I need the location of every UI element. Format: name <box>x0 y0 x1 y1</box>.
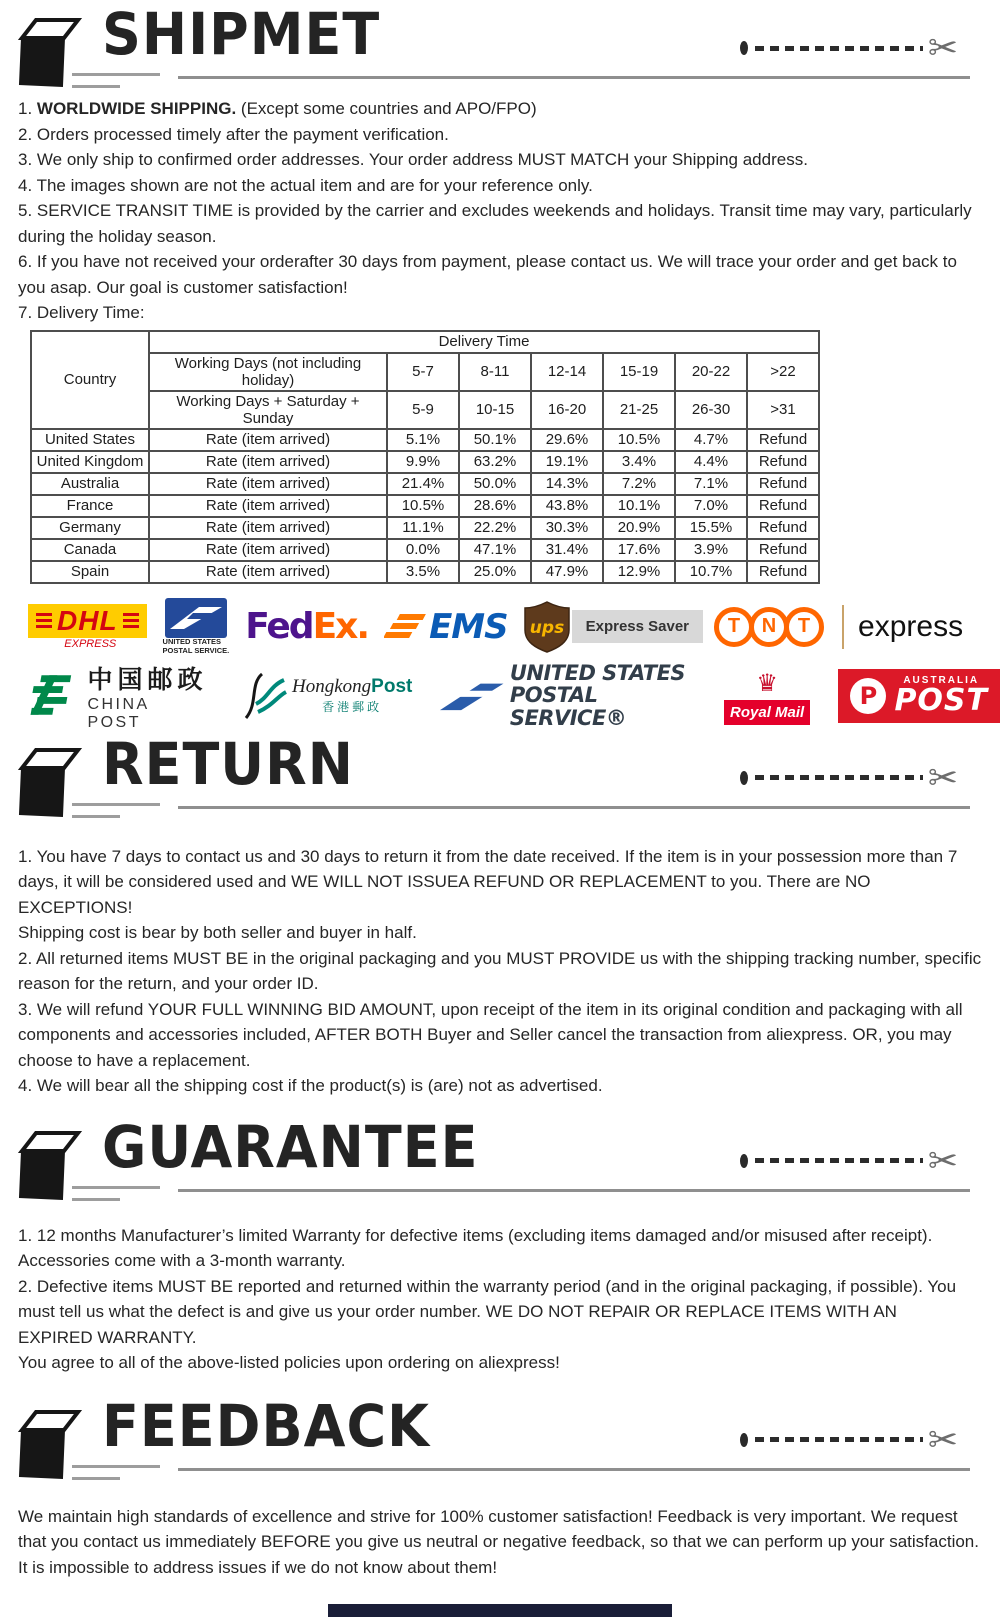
return-paragraph: 1. You have 7 days to contact us and 30 days to return it from the date received. If the item is in your possession more than 7 days, it will be considered used and WE WILL NOT ISSUEA REFUND OR REPLACEMENT to you. There are NO EXCEPTIONS! <box>18 846 958 917</box>
package-box-icon <box>16 1125 88 1203</box>
return-policy-text <box>0 844 1000 1099</box>
table-cell: Rate (item arrived) <box>149 495 387 517</box>
table-cell: 9.9% <box>387 451 459 473</box>
table-row <box>31 517 819 539</box>
table-cell: 29.6% <box>531 429 603 451</box>
ups-shield-icon <box>524 601 570 653</box>
cut-line-dot <box>740 771 748 785</box>
feedback-header <box>0 1392 1000 1488</box>
australia-post-p-icon <box>850 678 886 714</box>
china-post-text <box>87 660 208 732</box>
header-rule-short <box>72 803 160 806</box>
usps-small-line1: UNITED STATES <box>162 636 222 646</box>
header-rule-short <box>72 815 120 818</box>
section-title-feedback: FEEDBACK <box>102 1391 430 1460</box>
hongkong-text: Hongkong <box>292 676 372 697</box>
ups-logo <box>524 601 703 653</box>
tnt-circle-t: T <box>784 607 824 647</box>
table-country-cell: United Kingdom <box>31 451 149 473</box>
hongkong-post-logo <box>236 670 412 722</box>
shipping-line: 4. The images shown are not the actual item and are for your reference only. <box>18 175 593 195</box>
cut-line <box>740 27 958 68</box>
dhl-express-label: EXPRESS <box>64 637 117 650</box>
table-cell: 50.1% <box>459 429 531 451</box>
return-header <box>0 730 1000 826</box>
table-cell: 3.5% <box>387 561 459 583</box>
table-country-cell: Australia <box>31 473 149 495</box>
fedex-fed-text: Fed <box>245 606 313 647</box>
cut-line-dot <box>740 1154 748 1168</box>
table-row <box>31 561 819 583</box>
feedback-text <box>0 1504 1000 1581</box>
table-cell: 16-20 <box>531 391 603 429</box>
return-paragraph: 3. We will refund YOUR FULL WINNING BID AMOUNT, upon receipt of the item in its original condition and packaging with all components and accessories included, AFTER BOTH Buyer and Seller cancel the transaction from aliexpress. OR, you may choose to have a replacement. <box>18 999 963 1070</box>
scissors-icon: ✂ <box>927 27 958 68</box>
guarantee-paragraph: 2. Defective items MUST BE reported and returned within the warranty period (and in the original packaging, if possible). You must tell us what the defect is and give us your order number. WE DO NOT REPAIR OR REPLACE ITEMS WITH AN <box>18 1276 957 1321</box>
shipping-line <box>18 96 982 122</box>
tnt-divider <box>842 605 844 649</box>
usps-logo <box>163 598 230 655</box>
china-post-emblem-icon <box>28 673 79 719</box>
table-cell: Refund <box>747 539 819 561</box>
table-group-header: Delivery Time <box>149 331 819 353</box>
svg-text:ups: ups <box>529 617 564 638</box>
table-cell: 8-11 <box>459 353 531 391</box>
header-rule-short <box>72 1198 120 1201</box>
crown-glyph: ♛ <box>756 669 778 697</box>
cut-line-dot <box>740 1433 748 1447</box>
usps-eagle-head-icon <box>440 676 503 716</box>
hongkong-post-text-green: Post <box>371 676 413 697</box>
australia-post-text <box>894 675 988 716</box>
table-row <box>31 331 819 353</box>
scissors-icon: ✂ <box>927 1139 958 1181</box>
dhl-stripes-icon <box>123 613 139 628</box>
hongkong-post-cn-text: 香港郵政 <box>322 700 383 714</box>
table-cell: >22 <box>747 353 819 391</box>
package-box-icon <box>16 1404 88 1482</box>
table-cell: 7.2% <box>603 473 675 495</box>
section-title-guarantee: GUARANTEE <box>102 1112 479 1181</box>
carrier-logos-row-1 <box>28 596 1000 658</box>
table-cell: 4.4% <box>675 451 747 473</box>
tnt-circle-n: N <box>749 607 789 647</box>
table-cell: 10.5% <box>387 495 459 517</box>
table-cell: Rate (item arrived) <box>149 473 387 495</box>
table-cell: 10.1% <box>603 495 675 517</box>
table-cell: 7.1% <box>675 473 747 495</box>
table-cell: 50.0% <box>459 473 531 495</box>
table-country-cell: Germany <box>31 517 149 539</box>
table-cell: 5-9 <box>387 391 459 429</box>
shipping-line-rest: (Except some countries and APO/FPO) <box>236 99 537 118</box>
australia-label: AUSTRALIA <box>903 675 980 686</box>
cut-line <box>740 1139 958 1181</box>
feedback-paragraph: It is impossible to address issues if we do not know about them! <box>18 1557 498 1577</box>
header-rule <box>178 806 970 809</box>
dashed-cut-line <box>755 1437 923 1442</box>
ems-chevrons-icon <box>384 610 426 644</box>
table-cell: 10.7% <box>675 561 747 583</box>
hongkong-post-text <box>292 676 412 715</box>
table-cell: 47.9% <box>531 561 603 583</box>
table-subheader: Working Days + Saturday + Sunday <box>149 391 387 429</box>
cut-line <box>740 756 958 798</box>
royal-mail-text: Royal Mail <box>724 700 811 725</box>
table-cell: Refund <box>747 517 819 539</box>
ems-logo <box>384 607 508 647</box>
table-cell: 5.1% <box>387 429 459 451</box>
table-cell: 26-30 <box>675 391 747 429</box>
ups-express-saver-label: Express Saver <box>572 610 703 643</box>
package-box-icon <box>16 12 88 90</box>
china-post-logo <box>28 660 208 732</box>
dashed-cut-line <box>755 1158 923 1163</box>
table-row <box>31 391 819 429</box>
table-cell: 20-22 <box>675 353 747 391</box>
scissors-icon: ✂ <box>927 1418 958 1460</box>
header-rule-short <box>72 85 120 88</box>
table-cell: Rate (item arrived) <box>149 451 387 473</box>
table-cell: 63.2% <box>459 451 531 473</box>
shipping-line-number: 1. <box>18 99 37 118</box>
fedex-logo <box>245 606 368 647</box>
table-cell: 3.4% <box>603 451 675 473</box>
table-cell: Rate (item arrived) <box>149 429 387 451</box>
shipping-line-bold: WORLDWIDE SHIPPING. <box>36 99 237 118</box>
delivery-time-table <box>30 330 820 584</box>
usps-eagle-icon <box>165 598 227 638</box>
guarantee-paragraph: EXPIRED WARRANTY. <box>18 1327 197 1347</box>
header-rule-short <box>72 1477 120 1480</box>
table-cell: 4.7% <box>675 429 747 451</box>
hongkong-post-swirl-icon <box>236 670 288 722</box>
usps-wordmark-logo <box>440 662 695 728</box>
header-rule <box>178 1189 970 1192</box>
china-post-cn-text: 中国邮政 <box>87 665 208 694</box>
table-cell: 10.5% <box>603 429 675 451</box>
header-rule-short <box>72 1186 160 1189</box>
package-box-icon <box>16 742 88 820</box>
table-cell: 12-14 <box>531 353 603 391</box>
table-cell: 28.6% <box>459 495 531 517</box>
scissors-icon: ✂ <box>927 756 958 798</box>
table-cell: 3.9% <box>675 539 747 561</box>
table-cell: Refund <box>747 495 819 517</box>
guarantee-paragraph: 1. 12 months Manufacturer’s limited Warranty for defective items (excluding items damaged and/or misused after receipt). Accessories come with a 3-month warranty. <box>18 1225 933 1270</box>
table-cell: 30.3% <box>531 517 603 539</box>
table-cell: 25.0% <box>459 561 531 583</box>
dashed-cut-line <box>755 46 923 51</box>
table-cell: 11.1% <box>387 517 459 539</box>
table-cell: 21.4% <box>387 473 459 495</box>
table-cell: Rate (item arrived) <box>149 561 387 583</box>
table-cell: 15-19 <box>603 353 675 391</box>
shipping-line: 3. We only ship to confirmed order addresses. Your order address MUST MATCH your Shipping address. <box>18 150 808 169</box>
shipping-line: 7. Delivery Time: <box>18 303 145 322</box>
cut-line-dot <box>740 41 748 55</box>
post-label: POST <box>894 683 988 718</box>
guarantee-header <box>0 1113 1000 1209</box>
table-row <box>31 451 819 473</box>
header-rule <box>178 76 970 79</box>
bottom-bar <box>328 1604 672 1617</box>
tnt-circle-t: T <box>714 607 754 647</box>
shipping-line: 2. Orders processed timely after the payment verification. <box>18 124 449 144</box>
table-country-cell: United States <box>31 429 149 451</box>
return-paragraph: 4. We will bear all the shipping cost if the product(s) is (are) not as advertised. <box>18 1076 603 1095</box>
australia-post-box <box>838 669 1000 723</box>
royal-mail-crown-icon <box>724 666 811 700</box>
guarantee-paragraph: You agree to all of the above-listed policies upon ordering on aliexpress! <box>18 1353 560 1372</box>
table-cell: 7.0% <box>675 495 747 517</box>
shipping-line: 5. SERVICE TRANSIT TIME is provided by the carrier and excludes weekends and holidays. Transit time may vary, particularly during the holiday season. <box>18 201 972 246</box>
usps-small-text <box>163 638 230 655</box>
table-cell: 19.1% <box>531 451 603 473</box>
table-cell: 47.1% <box>459 539 531 561</box>
table-cell: 12.9% <box>603 561 675 583</box>
return-paragraph: Shipping cost is bear by both seller and buyer in half. <box>18 923 417 942</box>
tnt-logo <box>719 605 963 649</box>
header-rule-short <box>72 1465 160 1468</box>
royal-mail-logo <box>724 666 811 725</box>
table-row <box>31 429 819 451</box>
dashed-cut-line <box>755 775 923 780</box>
table-cell: 43.8% <box>531 495 603 517</box>
table-cell: 22.2% <box>459 517 531 539</box>
dhl-stripes-icon <box>36 613 52 628</box>
feedback-paragraph: We maintain high standards of excellence and strive for 100% customer satisfaction! Feedback is very important. We request that you contact us immediately BEFORE you give us neutral or negative feedback, so that we can perform up your satisfaction. <box>18 1506 979 1551</box>
table-cell: 14.3% <box>531 473 603 495</box>
cut-line <box>740 1418 958 1460</box>
china-post-en-text: CHINA POST <box>87 695 149 731</box>
return-paragraph: 2. All returned items MUST BE in the original packaging and you MUST PROVIDE us with the shipping tracking number, specific reason for the return, and your order ID. <box>18 948 982 993</box>
table-country-cell: Canada <box>31 539 149 561</box>
table-cell: Rate (item arrived) <box>149 539 387 561</box>
table-cell: 20.9% <box>603 517 675 539</box>
table-cell: 17.6% <box>603 539 675 561</box>
guarantee-text <box>0 1223 1000 1376</box>
dhl-text: DHL <box>57 604 118 636</box>
tnt-express-label: express <box>858 609 964 643</box>
table-cell: 15.5% <box>675 517 747 539</box>
table-cell: Rate (item arrived) <box>149 517 387 539</box>
carrier-logos-row-2 <box>28 661 1000 731</box>
section-title-return: RETURN <box>102 729 354 798</box>
dhl-logo-box <box>28 604 147 638</box>
table-cell: Refund <box>747 473 819 495</box>
table-cell: Refund <box>747 561 819 583</box>
table-cell: >31 <box>747 391 819 429</box>
shipment-header <box>0 0 1000 96</box>
usps-wordmark-text <box>510 662 696 728</box>
table-cell: 31.4% <box>531 539 603 561</box>
table-cell: Refund <box>747 451 819 473</box>
section-title-shipment: SHIPMET <box>102 0 381 69</box>
shipping-policy-text <box>0 96 1000 326</box>
table-cell: 21-25 <box>603 391 675 429</box>
usps-small-line2: POSTAL SERVICE. <box>162 645 230 655</box>
header-rule-short <box>72 73 160 76</box>
table-cell: 0.0% <box>387 539 459 561</box>
australia-post-p-letter: P <box>859 681 878 710</box>
table-cell: 10-15 <box>459 391 531 429</box>
table-row <box>31 473 819 495</box>
table-cell: 5-7 <box>387 353 459 391</box>
table-country-cell: Spain <box>31 561 149 583</box>
ems-text: EMS <box>429 606 508 647</box>
fedex-ex-text: Ex. <box>312 606 369 647</box>
table-subheader: Working Days (not including holiday) <box>149 353 387 391</box>
dhl-logo <box>28 604 147 650</box>
australia-post-logo <box>838 669 1000 723</box>
table-row <box>31 495 819 517</box>
usps-word-line1: UNITED STATES <box>509 661 686 686</box>
usps-word-line2: POSTAL SERVICE® <box>509 683 627 730</box>
table-country-cell: France <box>31 495 149 517</box>
table-row <box>31 539 819 561</box>
table-corner-header: Country <box>31 331 149 429</box>
table-cell: Refund <box>747 429 819 451</box>
shipping-line: 6. If you have not received your orderafter 30 days from payment, please contact us. We will trace your order and get back to you asap. Our goal is customer satisfaction! <box>18 252 957 297</box>
table-row <box>31 353 819 391</box>
header-rule <box>178 1468 970 1471</box>
